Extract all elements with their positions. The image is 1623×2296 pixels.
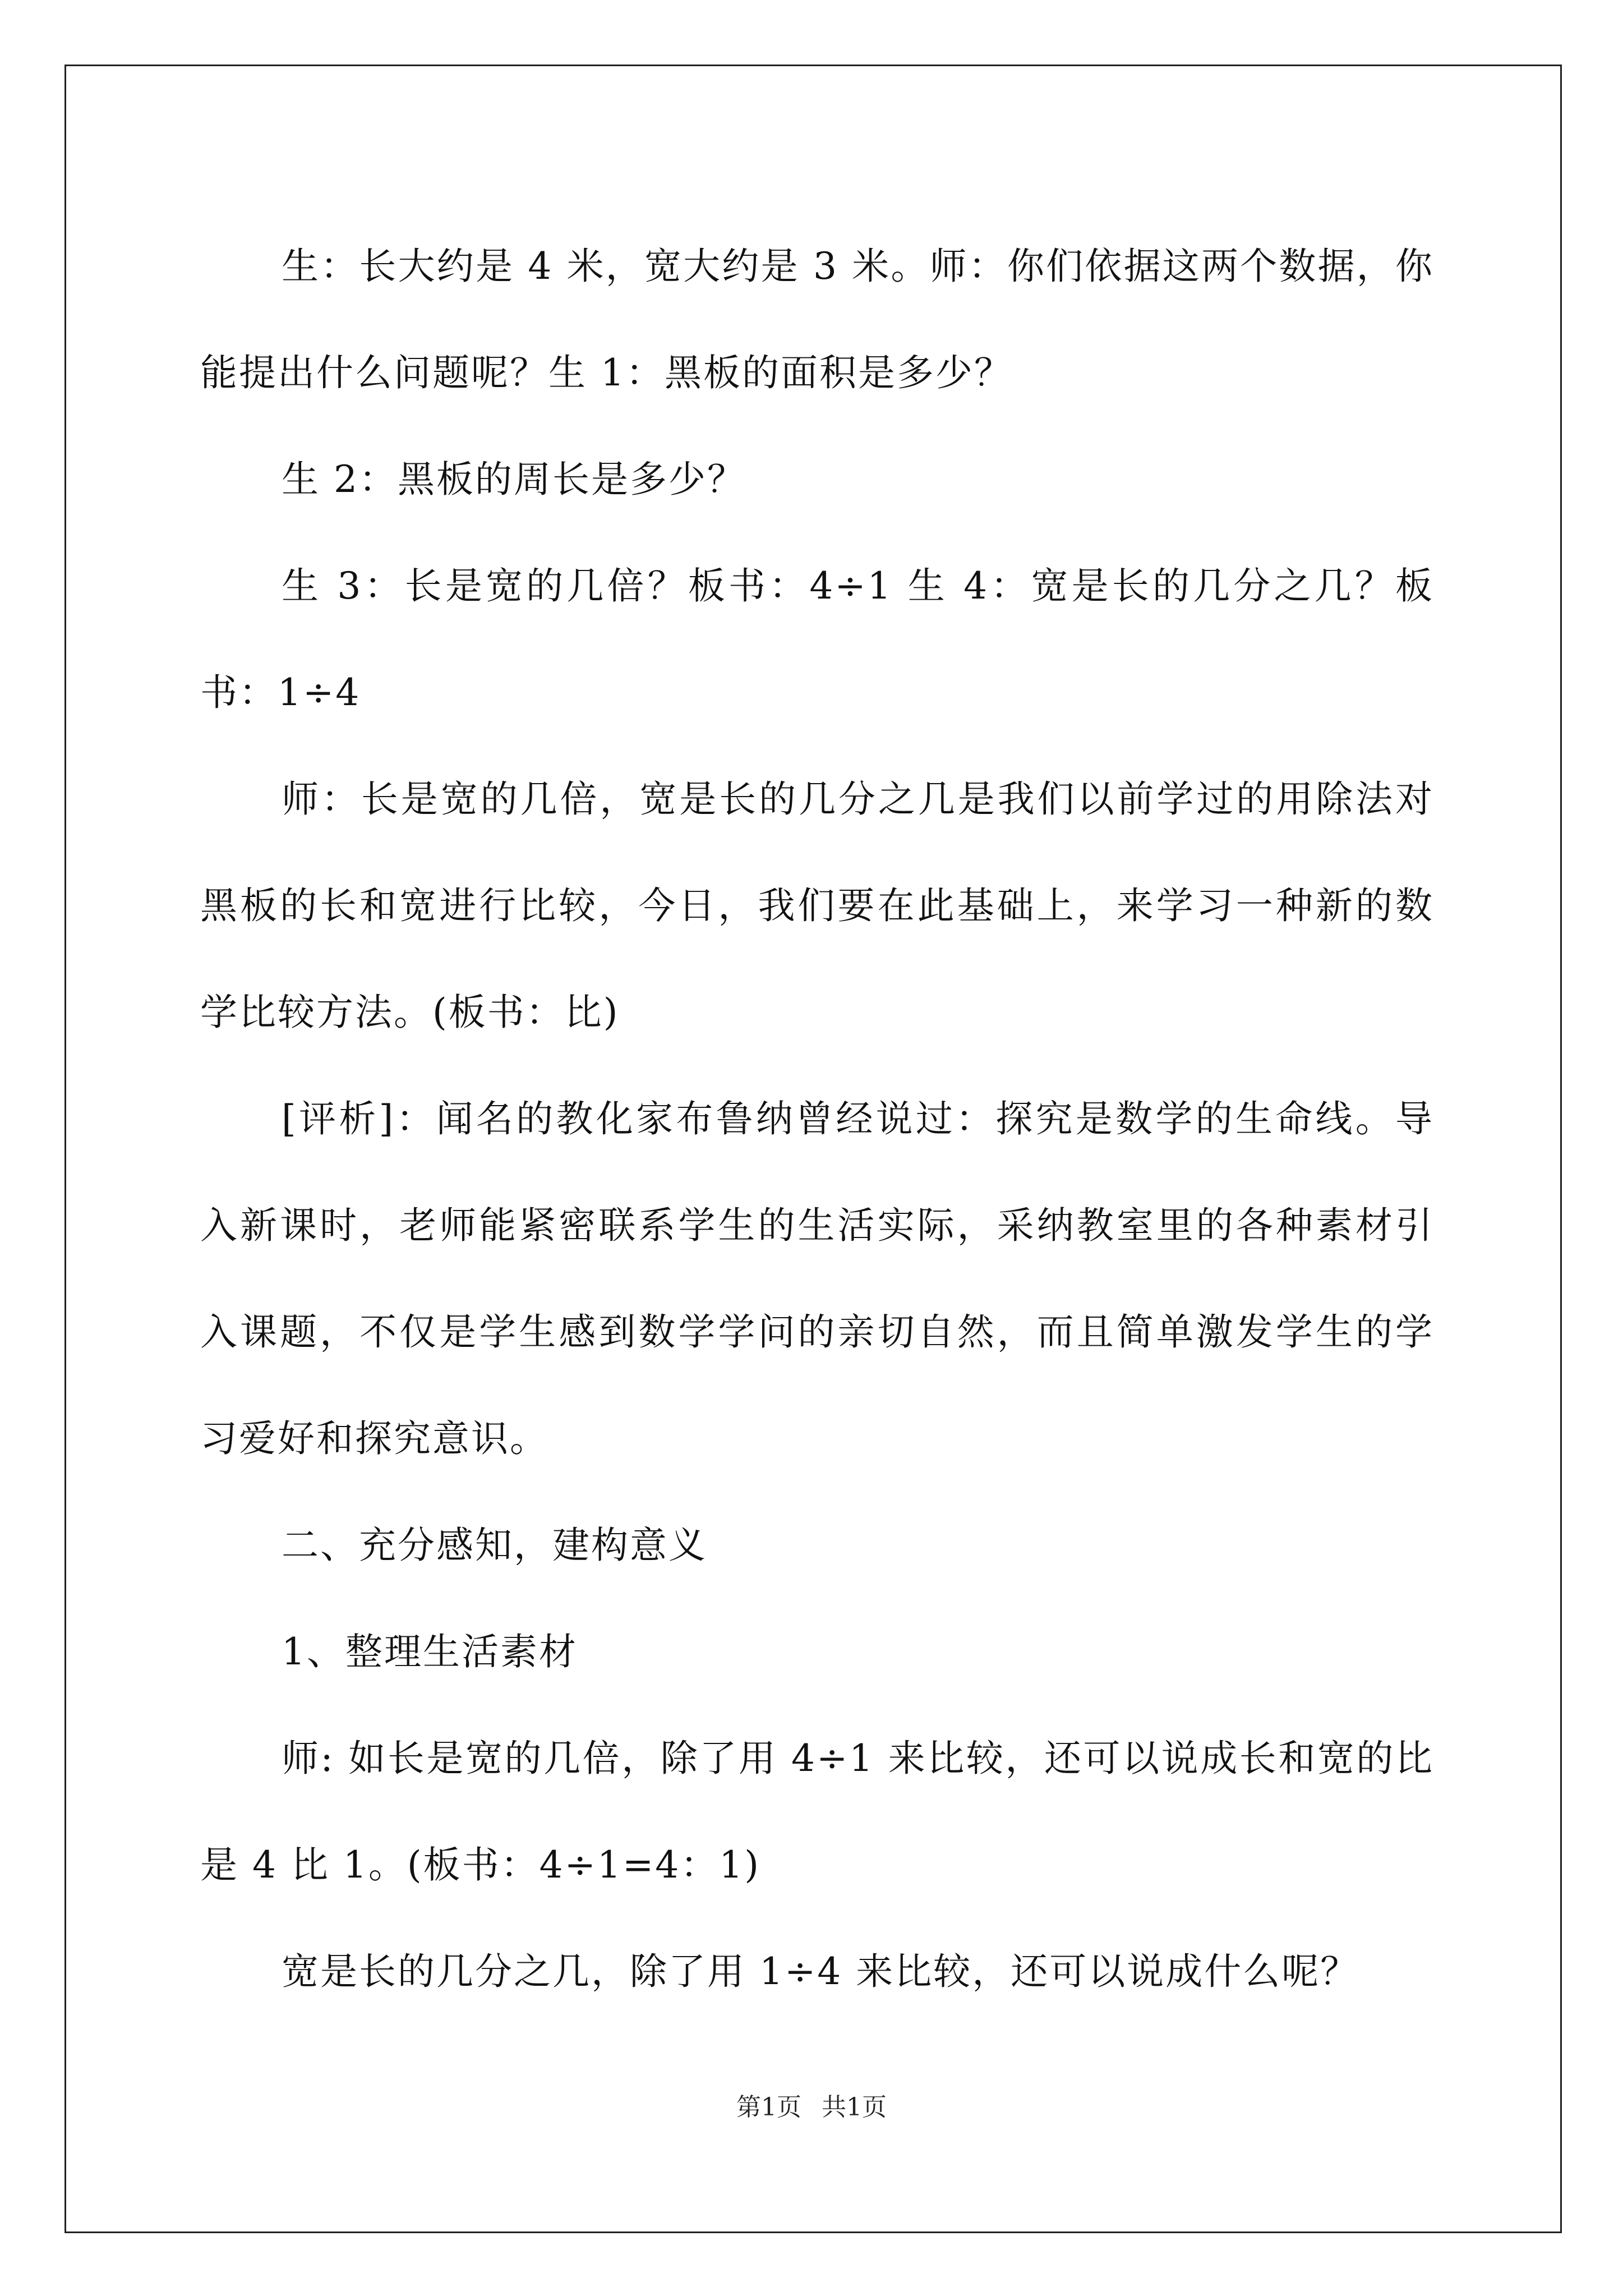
paragraph-3: 生 3：长是宽的几倍？板书：4÷1 生 4：宽是长的几分之几？板书：1÷4 (200, 564, 1434, 714)
paragraph-5: [评析]：闻名的教化家布鲁纳曾经说过：探究是数学的生命线。导入新课时，老师能紧密联系学生的生活实际，采纳教室里的各种素材引入课题，不仅是学生感到数学学问的亲切自然，而且简单激发学生的学习爱好和探究意识。 (200, 1097, 1434, 1460)
page-footer (0, 2091, 1623, 2124)
page-number: 第1页 (736, 2093, 801, 2122)
paragraph-8: 师: 如长是宽的几倍，除了用 4÷1 来比较，还可以说成长和宽的比是 4 比 1。(板书：4÷1=4：1) (200, 1737, 1434, 1887)
section-heading: 二、充分感知，建构意义 (282, 1524, 707, 1567)
paragraph-2: 生 2：黑板的周长是多少？ (282, 458, 746, 501)
paragraph-4: 师：长是宽的几倍，宽是长的几分之几是我们以前学过的用除法对黑板的长和宽进行比较，今日，我们要在此基础上，来学习一种新的数学比较方法。(板书：比) (200, 777, 1434, 1034)
paragraph-1: 生：长大约是 4 米，宽大约是 3 米。师：你们依据这两个数据，你能提出什么问题呢？生 1：黑板的面积是多少？ (200, 245, 1434, 394)
subsection-heading: 1、整理生活素材 (282, 1630, 578, 1673)
paragraph-9: 宽是长的几分之几，除了用 1÷4 来比较，还可以说成什么呢？ (282, 1950, 1359, 1993)
document-body (200, 213, 1434, 2025)
page-total: 共1页 (822, 2093, 887, 2122)
